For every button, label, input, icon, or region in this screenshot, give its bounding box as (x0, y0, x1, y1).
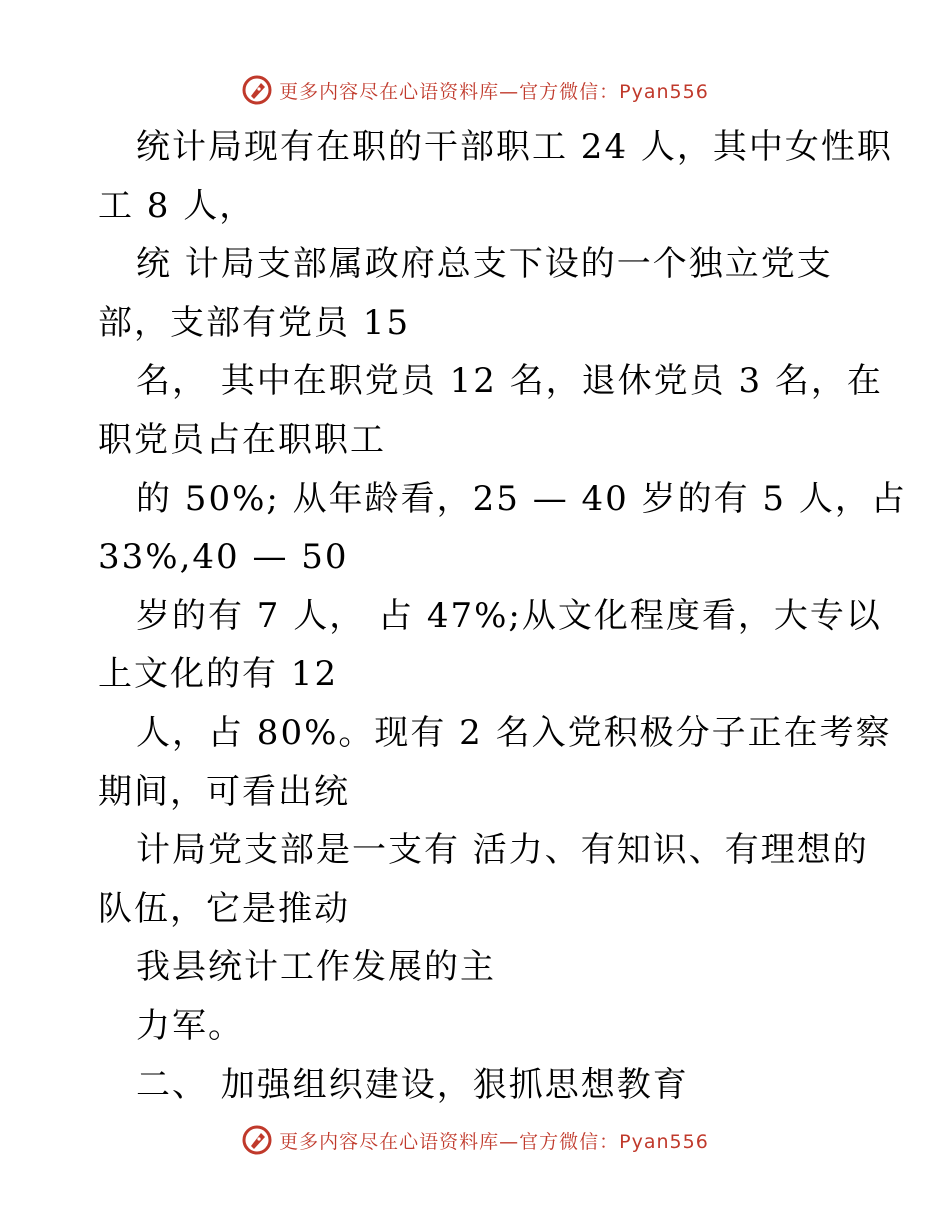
pen-nib-circle-icon (241, 1124, 273, 1156)
text-line: 职党员占在职职工 (98, 419, 386, 460)
footer-banner (0, 1120, 950, 1160)
document-body (98, 118, 907, 1114)
text-line: 人，占 80%。现有 2 名入党积极分子正在考察 (136, 712, 892, 753)
text-line: 上文化的有 12 (98, 654, 339, 695)
text-line: 统 计局支部属政府总支下设的一个独立党支 (136, 244, 833, 285)
text-line: 队伍，它是推动 (98, 888, 350, 929)
text-line: 统计局现有在职的干部职工 24 人，其中女性职 (136, 127, 893, 167)
text-line: 期间，可看出统 (98, 771, 350, 812)
header-banner (0, 70, 950, 110)
text-line: 力军。 (136, 1005, 244, 1046)
text-line: 的 50%; 从年龄看，25 — 40 岁的有 5 人，占 (136, 478, 907, 519)
text-line: 计局党支部是一支有 活力、有知识、有理想的 (136, 830, 869, 871)
text-line: 我县统计工作发展的主 (136, 947, 496, 988)
text-line: 部，支部有党员 15 (98, 302, 411, 343)
text-line: 岁的有 7 人， 占 47%;从文化程度看，大专以 (136, 595, 882, 636)
text-line: 二、 加强组织建设，狠抓思想教育 (136, 1064, 689, 1105)
text-line: 33%,40 — 50 (98, 537, 349, 578)
text-line: 工 8 人， (98, 185, 256, 226)
text-line: 名， 其中在职党员 12 名，退休党员 3 名，在 (136, 361, 883, 402)
footer-banner-text: 更多内容尽在心语资料库—官方微信：Pyan556 (279, 1130, 709, 1153)
header-banner-text: 更多内容尽在心语资料库—官方微信：Pyan556 (279, 80, 709, 103)
pen-nib-circle-icon (241, 74, 273, 106)
